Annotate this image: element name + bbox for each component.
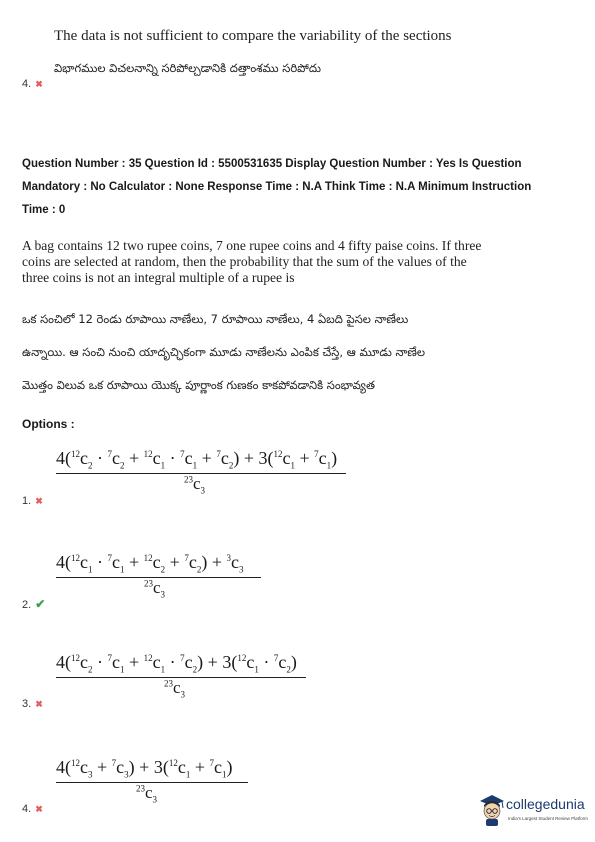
option-1-formula — [56, 448, 356, 495]
option-1-denominator: $^{23}c_3$ — [184, 473, 206, 495]
option-4-marker: 4. ✖ — [22, 803, 43, 815]
option-3-formula — [56, 652, 316, 699]
question-meta — [22, 153, 582, 222]
mascot-icon — [478, 793, 506, 827]
option-1-marker: 1. ✖ — [22, 495, 43, 507]
question-telugu-line-3: మొత్తం విలువ ఒక రూపాయి యొక్క పూర్ణాంక గుణకం కాకపోవడానికి సంభావ్యత — [22, 378, 375, 392]
option-2-denominator: $^{23}c_3$ — [144, 577, 166, 599]
question-telugu-line-1: ఒక సంచిలో 12 రెండు రూపాయి నాణేలు, 7 రూపాయి నాణేలు, 4 ఏబది పైసల నాణేలు — [22, 312, 409, 326]
prev-option-english: The data is not sufficient to compare the variability of the sections — [54, 28, 452, 44]
option-2-marker: 2. ✔ — [22, 597, 46, 611]
collegedunia-logo — [478, 793, 593, 829]
cross-icon: ✖ — [35, 804, 43, 814]
option-3-denominator: $^{23}c_3$ — [164, 677, 186, 699]
meta-line-3: Time : 0 — [22, 204, 66, 216]
option-1-numerator: $4(^{12}c_2 \cdot ^7c_2 + ^{12}c_1 \cdot ^7c_1 + ^7c_2) + 3(^{12}c_1 + ^7c_1)$ — [56, 448, 338, 471]
question-line-2: coins are selected at random, then the probability that the sum of the values of the — [22, 254, 467, 269]
option-2-numerator: $4(^{12}c_1 \cdot ^7c_1 + ^{12}c_2 + ^7c_2) + ^3c_3$ — [56, 552, 244, 575]
option-4-denominator: $^{23}c_3$ — [136, 782, 158, 804]
meta-line-2: Mandatory : No Calculator : None Response Time : N.A Think Time : N.A Minimum Instruction — [22, 181, 532, 193]
question-telugu-line-2: ఉన్నాయి. ఆ సంచి నుంచి యాదృచ్ఛికంగా మూడు నాణేలను ఎంపిక చేస్తే, ఆ మూడు నాణేల — [22, 345, 426, 359]
cross-icon: ✖ — [35, 496, 43, 506]
logo-name: collegedunia — [506, 796, 585, 812]
question-english — [22, 238, 582, 286]
option-3-numerator: $4(^{12}c_2 \cdot ^7c_1 + ^{12}c_1 \cdot ^7c_2) + 3(^{12}c_1 \cdot ^7c_2)$ — [56, 652, 297, 675]
prev-option-telugu: విభాగముల విచలనాన్ని సరిపోల్చడానికి దత్తాంశము సరిపోదు — [54, 61, 321, 75]
option-4-formula — [56, 757, 256, 804]
question-line-3: three coins is not an integral multiple of a rupee is — [22, 270, 295, 285]
check-icon: ✔ — [35, 597, 46, 611]
meta-line-1: Question Number : 35 Question Id : 5500531635 Display Question Number : Yes Is Question — [22, 158, 522, 170]
option-3-marker: 3. ✖ — [22, 698, 43, 710]
cross-icon: ✖ — [35, 79, 43, 89]
option-4-numerator: $4(^{12}c_3 + ^7c_3) + 3(^{12}c_1 + ^7c_1)$ — [56, 757, 233, 780]
logo-tagline: India's Largest Student Review Platform — [508, 816, 588, 821]
cross-icon: ✖ — [35, 699, 43, 709]
question-line-1: A bag contains 12 two rupee coins, 7 one rupee coins and 4 fifty paise coins. If three — [22, 238, 482, 253]
option-2-formula — [56, 552, 276, 599]
prev-option-number: 4. ✖ — [22, 78, 43, 90]
options-label: Options : — [22, 417, 75, 431]
